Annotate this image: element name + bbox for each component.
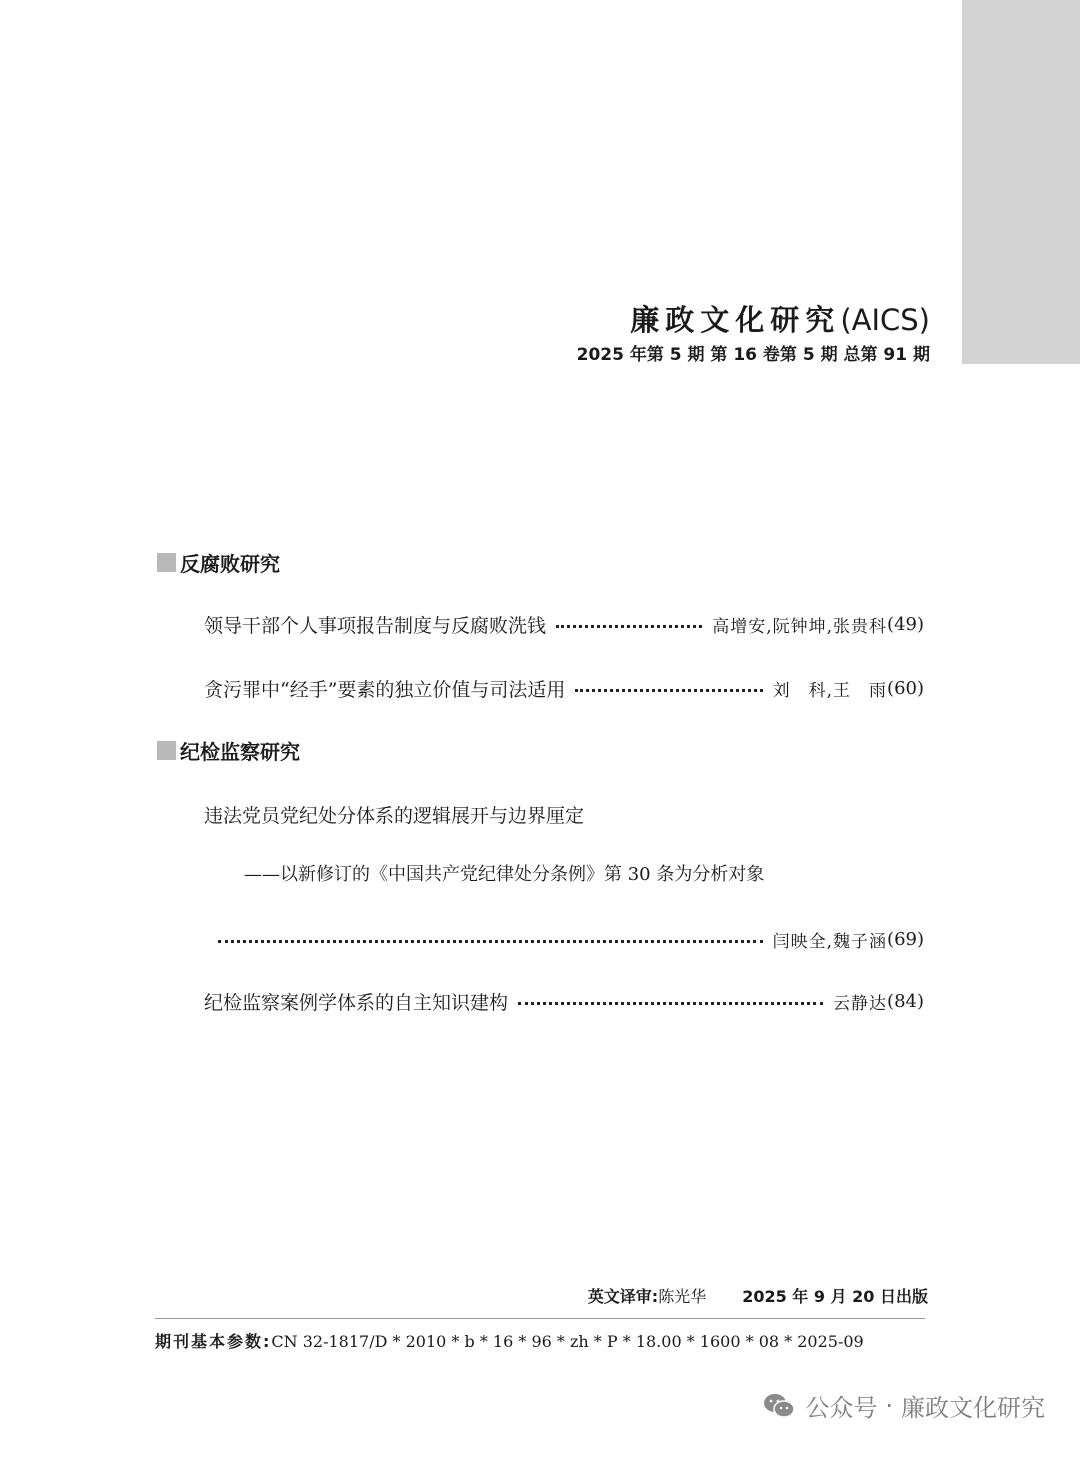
- article-subtitle: ——以新修订的《中国共产党纪律处分条例》第 30 条为分析对象: [244, 864, 765, 885]
- article-title: 纪检监察案例学体系的自主知识建构: [204, 991, 509, 1014]
- dot-leader: [518, 1002, 823, 1005]
- publication-info: [588, 1284, 928, 1307]
- section-heading-text: 反腐败研究: [180, 551, 280, 576]
- article-authors: 高增安,阮钟坤,张贵科: [712, 616, 888, 637]
- journal-name: 廉政文化研究: [630, 303, 841, 337]
- page-number: (69): [887, 928, 924, 950]
- toc-entry[interactable]: [204, 986, 924, 1016]
- article-title: 违法党员党纪处分体系的逻辑展开与边界厘定: [204, 804, 585, 827]
- params-value: CN 32-1817/D * 2010 * b * 16 * 96 * zh * P * 18.00 * 1600 * 08 * 2025-09: [271, 1332, 864, 1351]
- article-authors: 闫映全,魏子涵: [772, 931, 888, 952]
- section-heading: [157, 736, 300, 764]
- toc-entry[interactable]: [204, 673, 924, 703]
- reviewer-name: 陈光华: [658, 1287, 707, 1306]
- page-number: (49): [887, 613, 924, 635]
- side-tab-decoration: [962, 0, 1080, 364]
- section-marker: [157, 553, 176, 572]
- section-heading-text: 纪检监察研究: [180, 739, 300, 764]
- footer-divider: [155, 1318, 925, 1319]
- journal-title: [577, 300, 930, 340]
- toc-entry[interactable]: [204, 609, 924, 639]
- dot-leader: [575, 689, 762, 692]
- publish-date: 2025 年 9 月 20 日出版: [742, 1287, 928, 1306]
- watermark-account: 廉政文化研究: [901, 1394, 1045, 1422]
- journal-header: [577, 300, 930, 368]
- watermark-label: 公众号: [805, 1394, 878, 1422]
- wechat-icon: [763, 1392, 795, 1420]
- params-label: 期刊基本参数:: [155, 1332, 272, 1351]
- watermark-separator: ·: [885, 1391, 893, 1420]
- toc-entry[interactable]: [204, 799, 924, 829]
- journal-abbr: (AICS): [840, 303, 930, 337]
- article-title: 领导干部个人事项报告制度与反腐败洗钱: [204, 614, 547, 637]
- article-authors: 云静达: [833, 993, 888, 1014]
- page-number: (60): [887, 677, 924, 699]
- dot-leader: [218, 940, 763, 943]
- section-heading: [157, 548, 280, 576]
- article-authors: 刘 科,王 雨: [772, 680, 888, 701]
- article-title: 贪污罪中“经手”要素的独立价值与司法适用: [204, 678, 566, 701]
- toc-entry-continuation[interactable]: [218, 924, 924, 954]
- dot-leader: [556, 625, 702, 628]
- journal-parameters: [155, 1329, 864, 1352]
- wechat-watermark: [763, 1388, 1045, 1423]
- section-marker: [157, 741, 176, 760]
- reviewer-label: 英文译审:: [587, 1287, 659, 1306]
- issue-info: 2025 年第 5 期 第 16 卷第 5 期 总第 91 期: [576, 345, 930, 365]
- page-number: (84): [887, 990, 924, 1012]
